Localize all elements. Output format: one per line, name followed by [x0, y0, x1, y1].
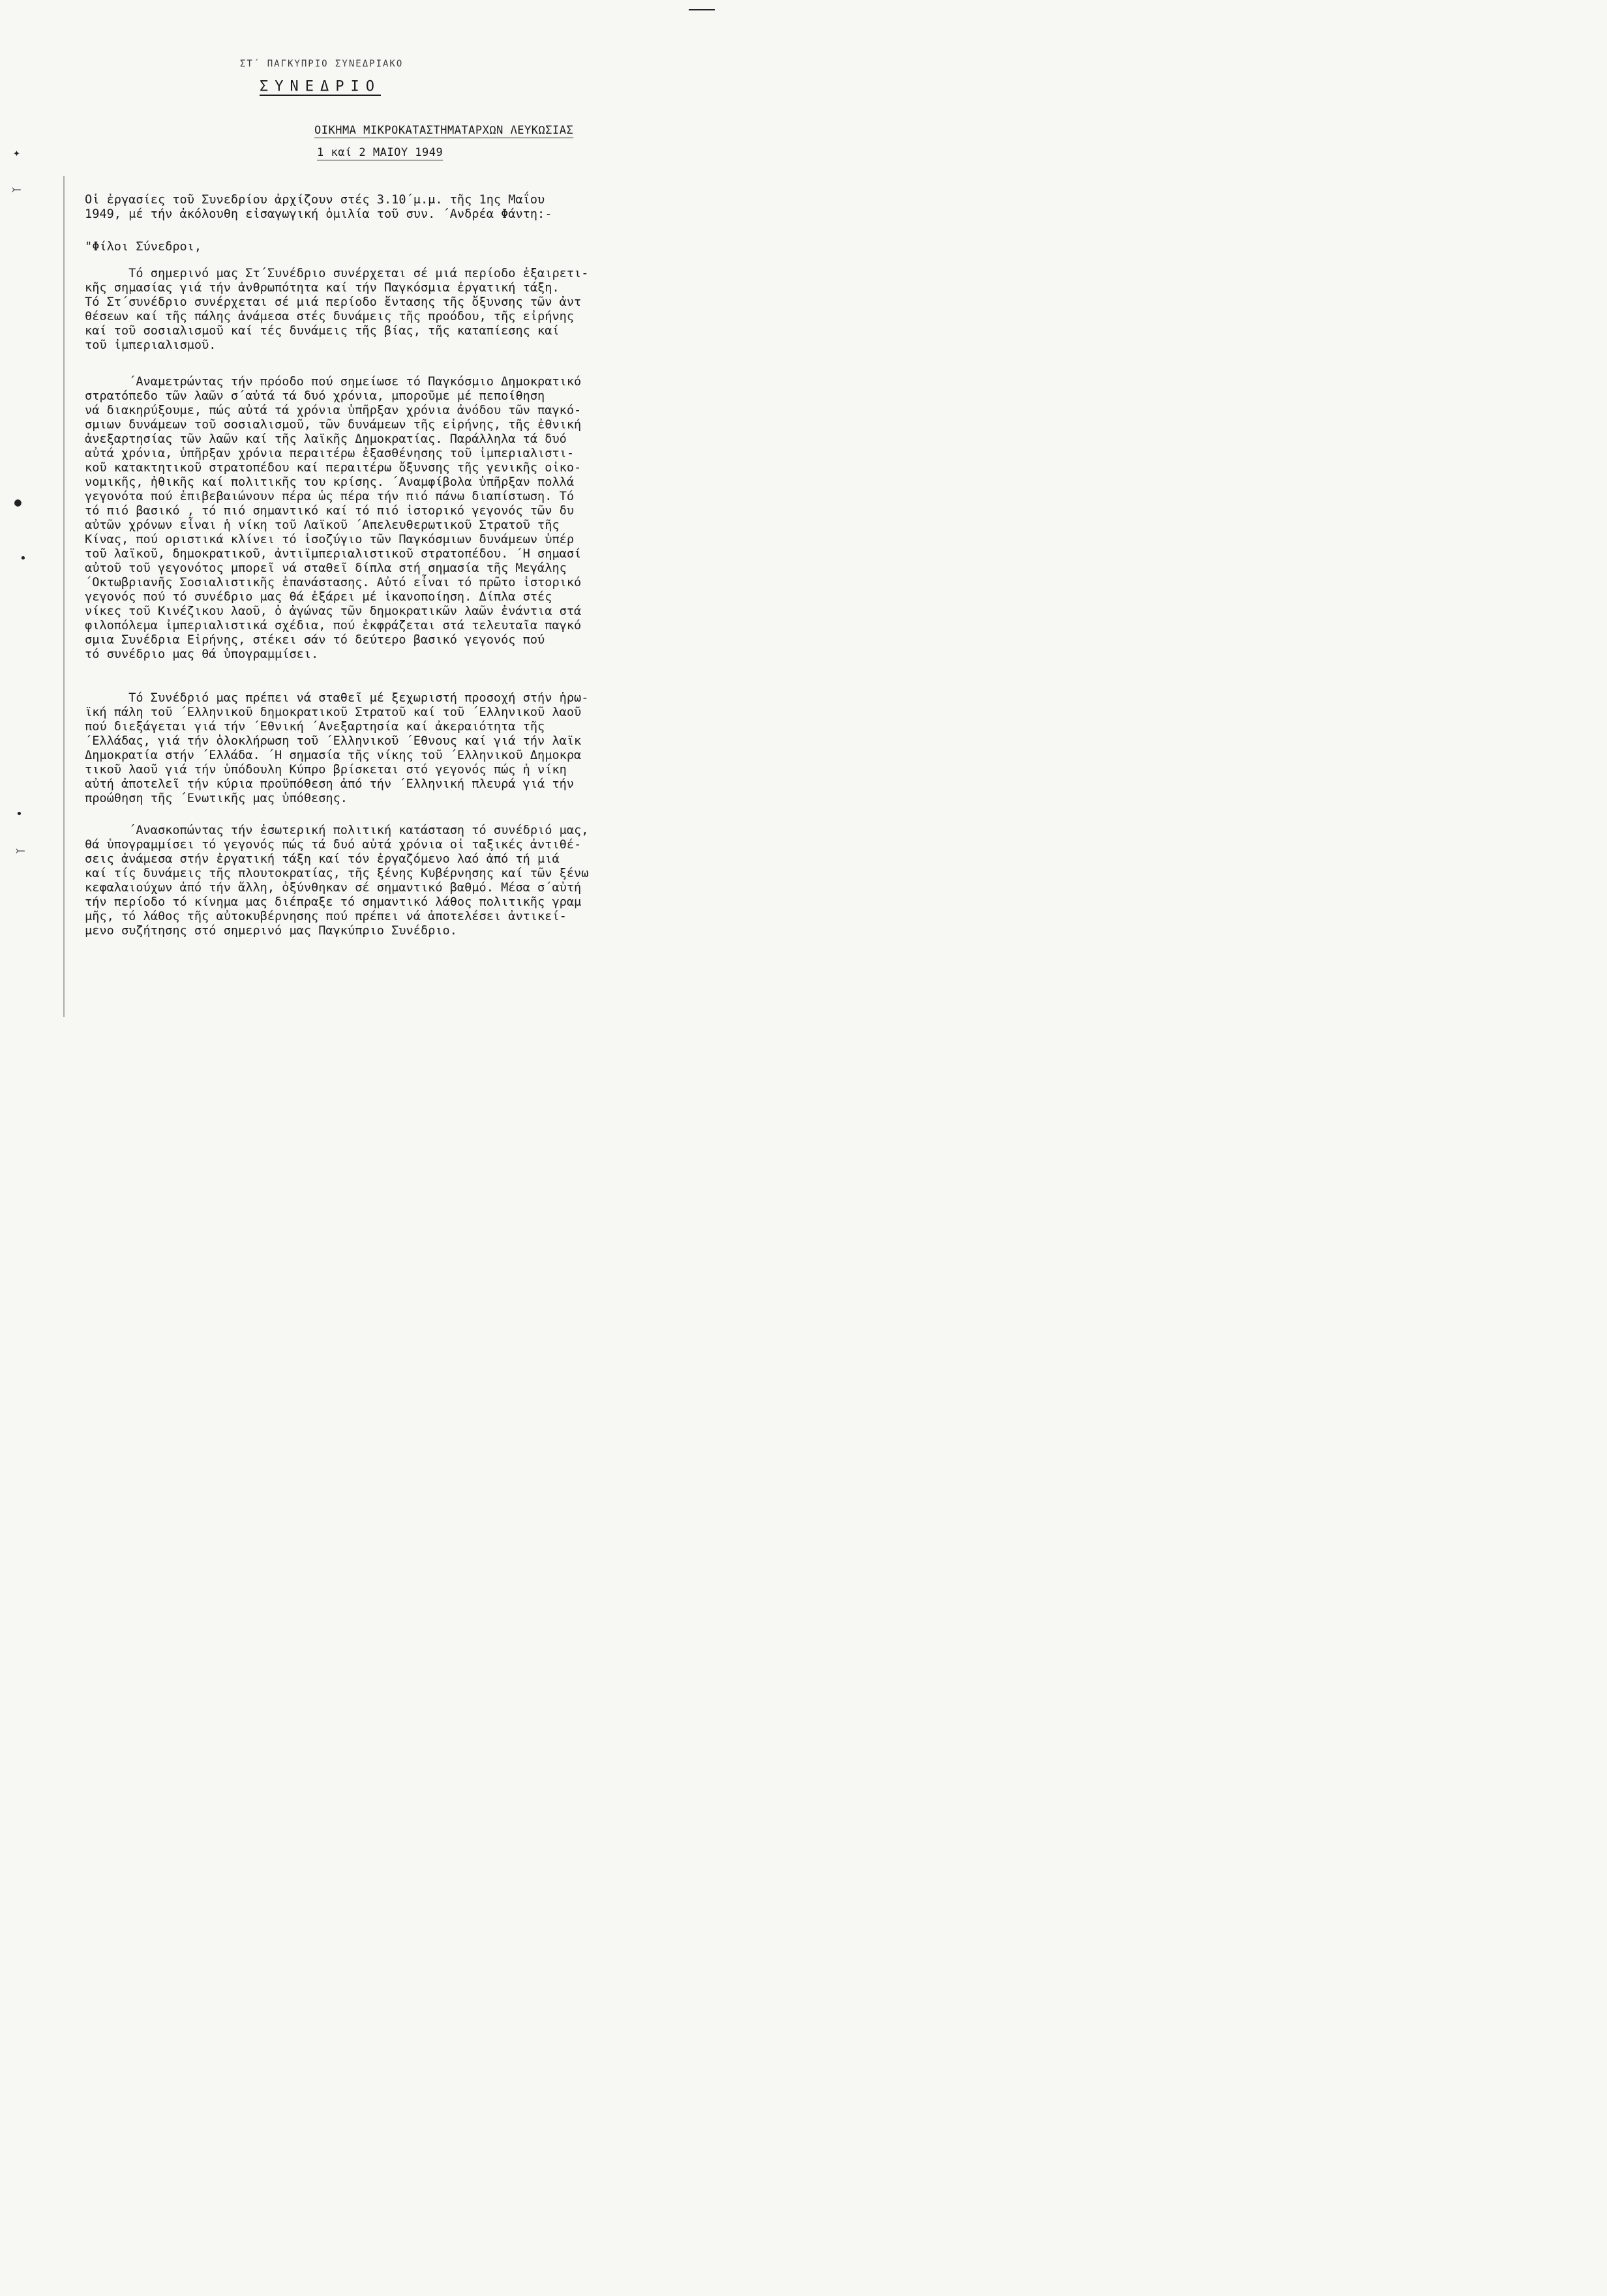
punch-hole-mark: • — [16, 807, 23, 821]
header-top-line: ΣΤ΄ ΠΑΓΚΥΠΡΙΟ ΣΥΝΕΔΡΙΑΚΟ — [240, 59, 404, 69]
salutation-text: "Φίλοι Σύνεδροι, — [85, 240, 202, 254]
punch-hole-mark: ⤚ — [16, 844, 25, 857]
corner-mark — [689, 9, 715, 10]
paragraph-2-text: ΄Αναμετρώντας τήν πρόοδο πού σημείωσε τό Παγκόσμιο Δημοκρατικό στρατόπεδο τῶν λαῶν σ΄αὐτά τά δυό χρόνια, μποροῦμε μέ πεποίθηση νά διακηρύξουμε, πώς αὐτά τά χρόνια ὑπῆρξαν χρόνια ἀνόδου τῶν παγκό- σμιων δυνάμεων τοῦ σοσιαλισμοῦ, τῶν δυνάμεων τῆς εἰρήνης, τῆς ἐθνική ἀνεξαρτησίας τῶν λαῶν καί τῆς λαϊκῆς Δημοκρατίας. Παράλληλα τά δυό αὐτά χρόνια, ὑπῆρξαν χρόνια περαιτέρω ἐξασθένησης τοῦ ἰμπεριαλιστι- κοῦ κατακτητικοῦ στρατοπέδου καί περαιτέρω ὄξυνσης τῆς γενικῆς οἰκο- νομικῆς, ἠθικῆς καί πολιτικῆς του κρίσης. ΄Αναμφίβολα ὑπῆρξαν πολλά γεγονότα πού ἐπιβεβαιώνουν πέρα ὡς πέρα τήν πιό πάνω διαπίστωση. Τό τό πιό βασικό , τό πιό σημαντικό καί τό πιό ἱστορικό γεγονός τῶν δυ αὐτῶν χρόνων εἶναι ἡ νίκη τοῦ Λαϊκοῦ ΄Απελευθερωτικοῦ Στρατοῦ τῆς Κίνας, πού οριστικά κλίνει τό ἰσοζύγιο τῶν Παγκόσμιων δυνάμεων ὑπέρ τοῦ λαϊκοῦ, δημοκρατικοῦ, ἀντιϊμπεριαλιστικοῦ στρατοπέδου. ΄Η σημασί αὐτοῦ τοῦ γεγονότος μπορεῖ νά σταθεῖ δίπλα στή σημασία τῆς Μεγάλης ΄Οκτωβριανῆς Σοσιαλιστικῆς ἐπανάστασης. Αὐτό εἶναι τό πρῶτο ἱστορικό γεγονός πού τό συνέδριο μας θά ἐξάρει μέ ἱκανοποίηση. Δίπλα στές νίκες τοῦ Κινέζικου λαοῦ, ὁ ἀγώνας τῶν δημοκρατικῶν λαῶν ἐνάντια στά φιλοπόλεμα ἰμπεριαλιστικά σχέδια, πού ἐκφράζεται στά τελευταῖα παγκό σμια Συνέδρια Εἰρήνης, στέκει σάν τό δεύτερο βασικό γεγονός πού τό συνέδριο μας θά ὑπογραμμίσει. — [85, 375, 582, 661]
punch-hole-mark: ✦ — [13, 146, 20, 160]
left-margin-line — [63, 176, 65, 1017]
punch-hole-mark: • — [20, 552, 27, 565]
salutation — [85, 240, 685, 254]
paragraph-2 — [85, 375, 685, 662]
paragraph-3 — [85, 691, 685, 806]
date-line: 1 καί 2 ΜΑΙΟΥ 1949 — [317, 146, 443, 159]
intro-text: Οἱ ἐργασίες τοῦ Συνεδρίου ἀρχίζουν στές 3.10΄μ.μ. τῆς 1ης Μαΐου 1949, μέ τήν ἀκόλουθη εἰσαγωγική ὁμιλία τοῦ συν. ΄Ανδρέα Φάντη:- — [85, 193, 552, 221]
intro-paragraph — [85, 193, 685, 222]
paragraph-1-text: Τό σημερινό μας Στ΄Συνέδριο συνέρχεται σέ μιά περίοδο ἐξαιρετι- κῆς σημασίας γιά τήν ἀνθρωπότητα καί τήν Παγκόσμια ἐργατική τάξη. Τό Στ΄συνέδριο συνέρχεται σέ μιά περίοδο ἔντασης τῆς ὄξυνσης τῶν ἀντ θέσεων καί τῆς πάλης ἀνάμεσα στές δυνάμεις τῆς προόδου, τῆς εἰρήνης καί τοῦ σοσιαλισμοῦ καί τές δυνάμεις τῆς βίας, τῆς καταπίεσης καί τοῦ ἰμπεριαλισμοῦ. — [85, 267, 589, 352]
paragraph-3-text: Τό Συνέδριό μας πρέπει νά σταθεῖ μέ ξεχωριστή προσοχή στήν ἡρω- ϊκή πάλη τοῦ ΄Ελληνικοῦ δημοκρατικοῦ Στρατοῦ καί τοῦ ΄Ελληνικοῦ λαοῦ πού διεξάγεται γιά τήν ΄Εθνική ΄Ανεξαρτησία καί ἀκεραιότητα τῆς ΄Ελλάδας, γιά τήν ὁλοκλήρωση τοῦ ΄Ελληνικοῦ ΄Εθνους καί γιά τήν λαϊκ Δημοκρατία στήν ΄Ελλάδα. ΄Η σημασία τῆς νίκης τοῦ ΄Ελληνικοῦ Δημοκρα τικοῦ λαοῦ γιά τήν ὑπόδουλη Κύπρο βρίσκεται στό γεγονός πώς ἡ νίκη αὐτή ἀποτελεῖ τήν κύρια προϋπόθεση ἀπό τήν ΄Ελληνική πλευρά γιά τήν προώθηση τῆς ΄Ενωτικῆς μας ὑπόθεσης. — [85, 691, 589, 805]
venue-line: ΟΙΚΗΜΑ ΜΙΚΡΟΚΑΤΑΣΤΗΜΑΤΑΡΧΩΝ ΛΕΥΚΩΣΙΑΣ — [314, 124, 574, 137]
paragraph-4 — [85, 824, 685, 938]
punch-hole-mark: ⤚ — [12, 183, 22, 196]
punch-hole-mark: ● — [14, 496, 22, 509]
document-title: ΣΥΝΕΔΡΙΟ — [260, 78, 381, 95]
document-page — [0, 0, 717, 1025]
paragraph-4-text: ΄Ανασκοπώντας τήν ἐσωτερική πολιτική κατάσταση τό συνέδριό μας, θά ὑπογραμμίσει τό γεγονός πώς τά δυό αὐτά χρόνια οἱ ταξικές ἀντιθέ- σεις ἀνάμεσα στήν ἐργατική τάξη καί τόν ἐργαζόμενο λαό ἀπό τή μιά καί τίς δυνάμεις τῆς πλουτοκρατίας, τῆς ξένης Κυβέρνησης καί τῶν ξένω κεφαλαιούχων ἀπό τήν ἄλλη, ὀξύνθηκαν σέ σημαντικό βαθμό. Μέσα σ΄αὐτή τήν περίοδο τό κίνημα μας διέπραξε τό σημαντικό λάθος πολιτικῆς γραμ μῆς, τό λάθος τῆς αὐτοκυβέρνησης πού πρέπει νά ἀποτελέσει ἀντικεί- μενο συζήτησης στό σημερινό μας Παγκύπριο Συνέδριο. — [85, 824, 589, 938]
paragraph-1 — [85, 267, 685, 353]
